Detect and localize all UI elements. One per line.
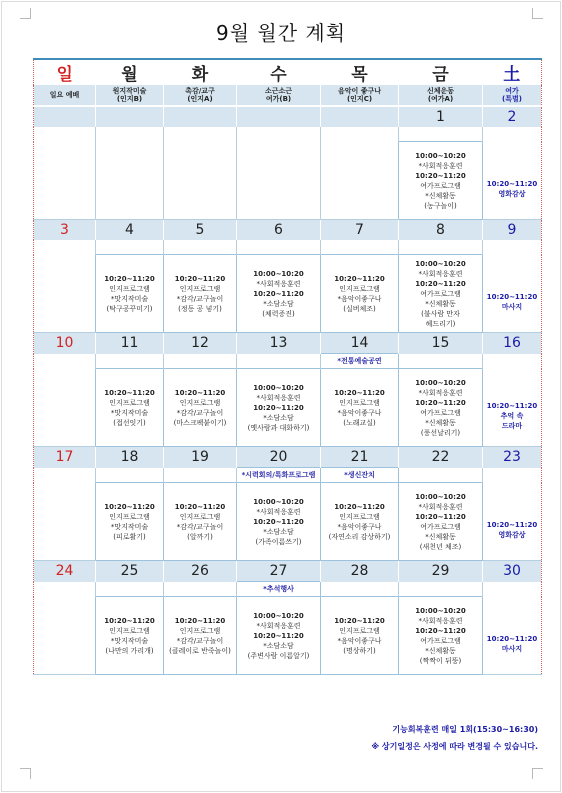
program-lines	[237, 269, 320, 319]
corner-mark	[532, 768, 543, 779]
day-name-fri: 금	[399, 59, 483, 85]
program-line: (실버체조)	[343, 304, 376, 313]
calendar-table	[33, 58, 542, 675]
program-line: 10:00~10:20	[415, 151, 466, 160]
subheader-sun	[34, 85, 96, 106]
program-lines	[399, 606, 482, 666]
event-cell	[96, 582, 164, 597]
program-cell-fri	[399, 255, 483, 333]
program-cell-fri	[399, 597, 483, 675]
program-line: 10:20~11:20	[486, 635, 538, 644]
event-cell	[96, 354, 164, 369]
program-lines	[399, 492, 482, 552]
event-row	[34, 468, 542, 483]
program-line: 10:00~10:20	[415, 378, 466, 387]
day-name-mon: 월	[96, 59, 164, 85]
program-line: (알까기)	[187, 532, 213, 541]
program-line: (명상하기)	[343, 646, 376, 655]
program-cell-sat	[483, 142, 542, 220]
program-cell-wed	[237, 255, 321, 333]
empty-cell	[321, 142, 399, 220]
empty-cell	[34, 142, 96, 220]
program-line: (불사람 만자	[421, 309, 460, 318]
program-line: 여가프로그램	[420, 408, 461, 417]
program-line: 인지프로그램	[339, 626, 380, 635]
event-cell	[321, 582, 399, 597]
empty-cell	[34, 597, 96, 675]
event-cell	[34, 582, 96, 597]
program-line: (짝짝이 뒤뚱)	[419, 656, 462, 665]
event-cell	[399, 127, 483, 142]
program-line: (체력증진)	[262, 309, 295, 318]
program-lines	[321, 502, 398, 542]
subheader-line: 여가(B)	[265, 95, 292, 103]
subheader-line: 여가	[505, 87, 519, 95]
program-line: (정동 공 넣기)	[178, 304, 222, 313]
program-line: 10:00~10:20	[253, 611, 304, 620]
empty-cell	[34, 255, 96, 333]
program-line: 10:20~11:20	[486, 521, 538, 530]
program-lines	[237, 383, 320, 433]
program-line: *소담소담	[263, 527, 294, 536]
program-cell-sat	[483, 369, 542, 447]
empty-cell	[96, 142, 164, 220]
event-row	[34, 127, 542, 142]
program-lines	[96, 274, 163, 314]
event-cell	[399, 582, 483, 597]
program-cell-thu	[321, 597, 399, 675]
program-line: 10:20~11:20	[104, 616, 155, 625]
program-line: (자연소리 감상하기)	[328, 532, 391, 541]
program-cell-tue	[164, 597, 237, 675]
program-line: (클레이로 반죽놀이)	[169, 646, 231, 655]
subheader-sat	[483, 85, 542, 106]
subheader-line: (인지B)	[116, 95, 143, 103]
saturday-program	[483, 292, 541, 312]
program-row	[34, 142, 542, 220]
date-row	[34, 220, 542, 241]
date-row	[34, 333, 542, 354]
program-line: 10:20~11:20	[174, 274, 226, 283]
program-line: *사회적응훈련	[256, 621, 301, 630]
program-line: *사회적응훈련	[256, 393, 301, 402]
date-mon: 18	[96, 447, 164, 468]
date-thu	[321, 106, 399, 127]
program-row	[34, 597, 542, 675]
program-line: 10:00~10:20	[415, 606, 466, 615]
program-lines	[321, 388, 398, 428]
date-sat: 30	[483, 561, 542, 582]
event-cell	[321, 127, 399, 142]
program-line: 인지프로그램	[339, 398, 380, 407]
program-line: 인지프로그램	[179, 284, 221, 293]
program-line: *맛지작미술	[110, 294, 149, 303]
event-cell	[164, 354, 237, 369]
program-cell-mon	[96, 597, 164, 675]
program-line: 인지프로그램	[109, 512, 150, 521]
date-fri: 15	[399, 333, 483, 354]
subheader-line: (인지C)	[346, 95, 373, 103]
program-line: (옛사람과 대화하기)	[247, 423, 310, 432]
program-line: *신체활동	[425, 191, 456, 200]
program-line: 10:20~11:20	[415, 171, 466, 180]
subheader-line: (특별)	[502, 95, 522, 103]
program-line: 10:20~11:20	[174, 388, 226, 397]
program-line: *사회적응훈련	[418, 269, 463, 278]
program-line: *사회적응훈련	[256, 507, 301, 516]
program-row	[34, 369, 542, 447]
event-row	[34, 582, 542, 597]
date-row	[34, 447, 542, 468]
date-wed: 6	[237, 220, 321, 241]
program-line: 인지프로그램	[109, 398, 150, 407]
program-cell-wed	[237, 369, 321, 447]
program-line: 10:20~11:20	[486, 293, 538, 302]
program-line: *신체활동	[425, 299, 456, 308]
program-lines	[164, 502, 236, 542]
event-cell	[34, 240, 96, 255]
saturday-program	[483, 401, 541, 431]
program-cell-mon	[96, 483, 164, 561]
program-line: 10:20~11:20	[253, 517, 304, 526]
date-sat: 16	[483, 333, 542, 354]
date-fri: 8	[399, 220, 483, 241]
event-cell	[399, 240, 483, 255]
subheader-line: (인지A)	[187, 95, 213, 103]
event-label: *생신잔치	[321, 468, 399, 483]
date-fri: 1	[399, 106, 483, 127]
saturday-program	[483, 179, 541, 199]
event-cell	[483, 127, 542, 142]
program-line: 여가프로그램	[420, 289, 461, 298]
program-cell-tue	[164, 483, 237, 561]
subheader-row	[34, 85, 542, 106]
date-row	[34, 106, 542, 127]
program-line: 10:20~11:20	[486, 180, 538, 189]
program-line: 인지프로그램	[179, 512, 221, 521]
program-line: 10:00~10:20	[415, 259, 466, 268]
date-sat: 9	[483, 220, 542, 241]
subheader-line: 원지작미술	[112, 87, 147, 95]
event-cell	[237, 240, 321, 255]
program-line: *맛지작미술	[110, 636, 149, 645]
date-fri: 29	[399, 561, 483, 582]
event-cell	[483, 582, 542, 597]
program-cell-wed	[237, 483, 321, 561]
event-label: *전통예술공연	[321, 354, 399, 369]
date-wed: 20	[237, 447, 321, 468]
date-mon	[96, 106, 164, 127]
corner-mark	[20, 768, 31, 779]
program-cell-thu	[321, 369, 399, 447]
program-line: 10:20~11:20	[174, 502, 226, 511]
program-line: 10:00~10:20	[415, 492, 466, 501]
event-cell	[237, 354, 321, 369]
program-row	[34, 255, 542, 333]
program-lines	[164, 274, 236, 314]
program-line: 영화감상	[498, 531, 526, 540]
program-cell-mon	[96, 369, 164, 447]
event-cell	[483, 240, 542, 255]
date-sun: 17	[34, 447, 96, 468]
program-line: (접선잇기)	[113, 418, 146, 427]
program-lines	[237, 611, 320, 661]
program-lines	[96, 616, 163, 656]
date-tue: 12	[164, 333, 237, 354]
event-row	[34, 354, 542, 369]
program-line: *사회적응훈련	[418, 502, 463, 511]
event-cell	[483, 354, 542, 369]
event-label: *시력회의/특화프로그램	[237, 468, 321, 483]
program-line: *사회적응훈련	[418, 616, 463, 625]
program-line: 10:20~11:20	[104, 274, 155, 283]
day-name-sat: 土	[483, 59, 542, 85]
program-line: 10:20~11:20	[334, 502, 385, 511]
program-lines	[399, 378, 482, 438]
program-cell-tue	[164, 369, 237, 447]
program-line: 인지프로그램	[109, 626, 150, 635]
program-cell-sat	[483, 483, 542, 561]
subheader-wed	[237, 85, 321, 106]
program-cell-sat	[483, 597, 542, 675]
program-line: 인지프로그램	[339, 284, 380, 293]
program-line: 인지프로그램	[109, 284, 150, 293]
program-line: *소담소담	[263, 641, 294, 650]
subheader-thu	[321, 85, 399, 106]
program-line: *소담소담	[263, 299, 294, 308]
event-cell	[34, 354, 96, 369]
program-line: 10:20~11:20	[334, 388, 385, 397]
program-line: (가족이름쓰기)	[255, 537, 302, 546]
event-label: *추석행사	[237, 582, 321, 597]
program-line: *감각/교구놀이	[176, 636, 224, 645]
program-line: 10:00~10:20	[253, 497, 304, 506]
program-line: 여가프로그램	[420, 636, 461, 645]
program-line: *맛지작미술	[110, 522, 149, 531]
date-mon: 25	[96, 561, 164, 582]
date-mon: 4	[96, 220, 164, 241]
program-lines	[321, 274, 398, 314]
date-wed: 27	[237, 561, 321, 582]
program-line: (농구놀이)	[424, 201, 457, 210]
program-cell-fri	[399, 483, 483, 561]
date-thu: 21	[321, 447, 399, 468]
day-name-thu: 목	[321, 59, 399, 85]
footer-note-rehab: 기능회복훈련 매일 1회(15:30~16:30)	[392, 725, 538, 734]
date-tue: 5	[164, 220, 237, 241]
program-line: *음악이좋구나	[337, 294, 382, 303]
empty-cell	[34, 483, 96, 561]
program-cell-wed	[237, 597, 321, 675]
program-line: 10:20~11:20	[415, 512, 466, 521]
saturday-program	[483, 634, 541, 654]
date-wed	[237, 106, 321, 127]
program-line: *맛지작미술	[110, 408, 149, 417]
date-thu: 7	[321, 220, 399, 241]
program-line: (마스크팩붙이기)	[173, 418, 227, 427]
program-line: *감각/교구놀이	[176, 408, 224, 417]
program-line: *감각/교구놀이	[176, 522, 224, 531]
program-line: *소담소담	[263, 413, 294, 422]
subheader-mon	[96, 85, 164, 106]
program-lines	[399, 151, 482, 211]
event-row	[34, 240, 542, 255]
program-line: *사회적응훈련	[256, 279, 301, 288]
program-line: *사회적응훈련	[418, 161, 463, 170]
program-line: (피로활기)	[113, 532, 146, 541]
event-cell	[164, 240, 237, 255]
day-name-row	[34, 59, 542, 85]
program-line: *음악이좋구나	[337, 636, 382, 645]
date-tue: 26	[164, 561, 237, 582]
subheader-fri	[399, 85, 483, 106]
date-sat: 23	[483, 447, 542, 468]
program-line: 헤드리기)	[425, 319, 456, 328]
date-fri: 22	[399, 447, 483, 468]
date-row	[34, 561, 542, 582]
event-cell	[237, 127, 321, 142]
footer-note-change: ※ 상기일정은 사정에 따라 변경될 수 있습니다.	[371, 742, 538, 751]
day-name-wed: 수	[237, 59, 321, 85]
program-cell-fri	[399, 369, 483, 447]
event-cell	[96, 468, 164, 483]
program-line: 마사지	[501, 303, 523, 312]
date-sun: 3	[34, 220, 96, 241]
program-lines	[399, 259, 482, 329]
date-sat: 2	[483, 106, 542, 127]
event-cell	[483, 468, 542, 483]
event-cell	[164, 127, 237, 142]
event-cell	[96, 240, 164, 255]
program-line: 영화감상	[498, 190, 526, 199]
program-lines	[237, 497, 320, 547]
empty-cell	[164, 142, 237, 220]
date-tue: 19	[164, 447, 237, 468]
event-cell	[34, 468, 96, 483]
empty-cell	[34, 369, 96, 447]
event-cell	[96, 127, 164, 142]
event-cell	[399, 468, 483, 483]
program-cell-thu	[321, 483, 399, 561]
program-line: *음악이좋구나	[337, 408, 382, 417]
program-line: 10:20~11:20	[415, 626, 466, 635]
subheader-tue	[164, 85, 237, 106]
saturday-program	[483, 520, 541, 540]
program-lines	[96, 502, 163, 542]
date-sun	[34, 106, 96, 127]
program-line: 10:20~11:20	[334, 274, 385, 283]
program-line: 10:00~10:20	[253, 383, 304, 392]
program-line: (노래교실)	[343, 418, 376, 427]
program-row	[34, 483, 542, 561]
program-line: 인지프로그램	[339, 512, 380, 521]
program-line: 10:20~11:20	[253, 631, 304, 640]
event-cell	[164, 468, 237, 483]
program-line: *신체활동	[425, 418, 456, 427]
empty-cell	[237, 142, 321, 220]
subheader-line: 촉감/교구	[185, 87, 215, 95]
program-line: 인지프로그램	[179, 626, 221, 635]
program-line: 10:00~10:20	[253, 269, 304, 278]
date-mon: 11	[96, 333, 164, 354]
program-line: 10:20~11:20	[334, 616, 385, 625]
program-line: *감각/교구놀이	[176, 294, 224, 303]
program-line: (탁구공꾸미기)	[106, 304, 153, 313]
program-cell-sat	[483, 255, 542, 333]
program-line: *신체활동	[425, 646, 456, 655]
day-name-sun: 일	[34, 59, 96, 85]
program-line: 10:20~11:20	[104, 502, 155, 511]
program-cell-tue	[164, 255, 237, 333]
program-lines	[96, 388, 163, 428]
program-line: (풍선날리기)	[420, 428, 461, 437]
program-cell-thu	[321, 255, 399, 333]
program-cell-fri	[399, 142, 483, 220]
date-thu: 14	[321, 333, 399, 354]
program-line: 10:20~11:20	[486, 402, 538, 411]
program-line: 여가프로그램	[420, 181, 461, 190]
event-cell	[34, 127, 96, 142]
program-cell-mon	[96, 255, 164, 333]
program-line: 마사지	[501, 645, 523, 654]
subheader-line: (여가A)	[427, 95, 454, 103]
page-title: 9월 월간 계획	[215, 21, 347, 45]
event-cell	[321, 240, 399, 255]
subheader-line: 음악이 좋구나	[337, 87, 381, 95]
program-line: *음악이좋구나	[337, 522, 382, 531]
program-line: 추억 속	[500, 412, 524, 421]
program-line: 드라마	[501, 422, 523, 431]
program-line: 10:20~11:20	[415, 398, 466, 407]
program-line: (주변사람 이름알기)	[247, 651, 310, 660]
day-name-tue: 화	[164, 59, 237, 85]
program-line: 인지프로그램	[179, 398, 221, 407]
date-tue	[164, 106, 237, 127]
program-line: *사회적응훈련	[418, 388, 463, 397]
date-wed: 13	[237, 333, 321, 354]
event-cell	[164, 582, 237, 597]
program-line: 10:20~11:20	[253, 289, 304, 298]
subheader-line: 일요 예배	[49, 91, 80, 99]
program-lines	[164, 388, 236, 428]
program-line: 여가프로그램	[420, 522, 461, 531]
program-lines	[321, 616, 398, 656]
program-line: *신체활동	[425, 532, 456, 541]
program-line: (새천년 체조)	[419, 542, 462, 551]
program-line: (나만의 가리개)	[105, 646, 154, 655]
date-sun: 24	[34, 561, 96, 582]
date-thu: 28	[321, 561, 399, 582]
program-line: 10:20~11:20	[415, 279, 466, 288]
subheader-line: 신체운동	[426, 87, 455, 95]
program-line: 10:20~11:20	[104, 388, 155, 397]
program-line: 10:20~11:20	[253, 403, 304, 412]
program-line: 10:20~11:20	[174, 616, 226, 625]
event-cell	[399, 354, 483, 369]
program-lines	[164, 616, 236, 656]
subheader-line: 소근소근	[264, 87, 293, 95]
date-sun: 10	[34, 333, 96, 354]
